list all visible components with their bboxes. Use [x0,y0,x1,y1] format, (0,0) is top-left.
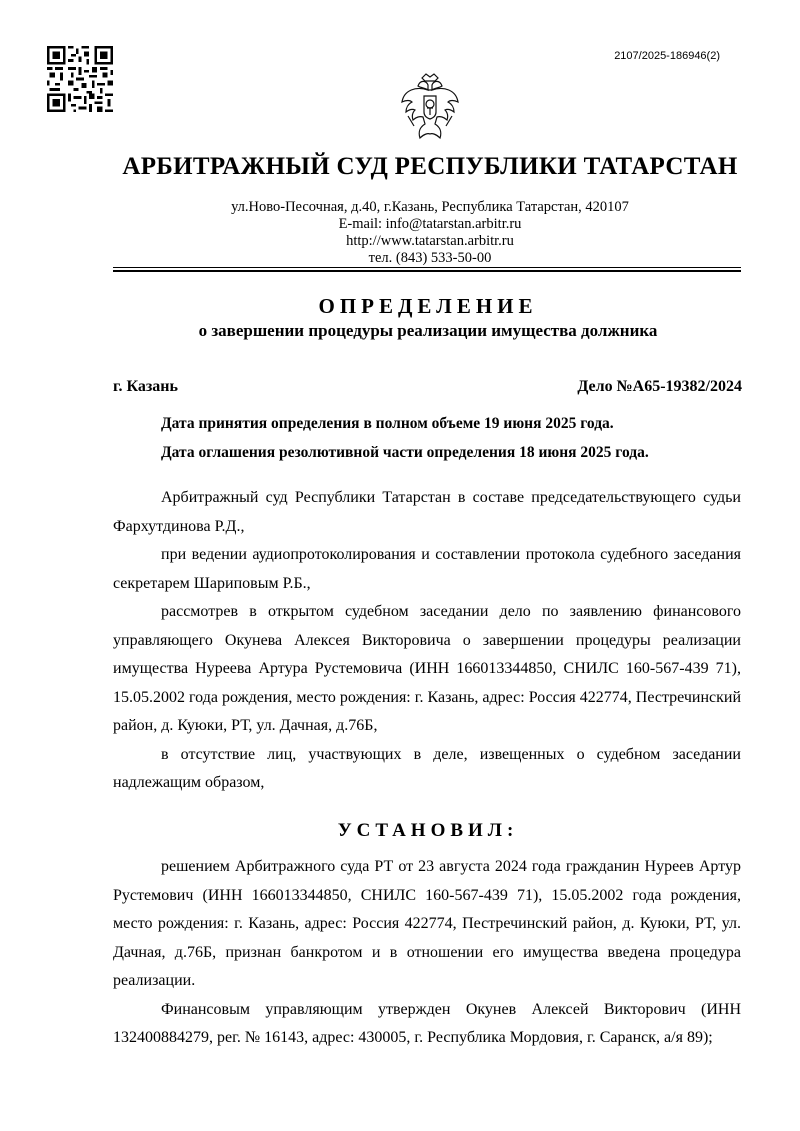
qr-code-icon [47,46,113,112]
document-id: 2107/2025-186946(2) [614,50,720,62]
paragraph-financial-manager: Финансовым управляющим утвержден Окунев Алексей Викторович (ИНН 132400884279, рег. № 16143, адрес: 430005, г. Республика Мордовия, г. Саранск, а/я 89); [113,1000,741,1046]
court-contacts [0,199,800,267]
document-city: г. Казань [113,378,178,395]
court-name: АРБИТРАЖНЫЙ СУД РЕСПУБЛИКИ ТАТАРСТАН [122,153,738,180]
court-phone: тел. (843) 533-50-00 [368,250,492,266]
paragraph-secretary: при ведении аудиопротоколирования и составлении протокола судебного заседания секретарем Шариповым Р.Б., [113,546,741,592]
date-operative-part: Дата оглашения резолютивной части определения 18 июня 2025 года. [161,444,649,461]
document-subtitle: о завершении процедуры реализации имущества должника [198,321,658,340]
court-email: E-mail: info@tatarstan.arbitr.ru [338,216,522,232]
paragraph-court-composition: Арбитражный суд Республики Татарстан в составе председательствующего судьи Фархутдинова Р.Д., [113,489,741,535]
paragraph-absence: в отсутствие лиц, участвующих в деле, извещенных о судебном заседании надлежащим образом, [113,745,741,791]
case-number: Дело №А65-19382/2024 [577,378,742,395]
body-text [113,484,741,798]
russian-coat-of-arms-icon [398,72,462,142]
court-address: ул.Ново-Песочная, д.40, г.Казань, Республика Татарстан, 420107 [231,199,629,215]
header-divider-thick [113,270,741,272]
header-divider-thin [113,267,741,268]
established-heading: УСТАНОВИЛ: [337,820,519,841]
court-website: http://www.tatarstan.arbitr.ru [346,233,514,249]
paragraph-case-subject: рассмотрев в открытом судебном заседании дело по заявлению финансового управляющего Окунева Алексея Викторовича о завершении процедуры реализации имущества Нуреева Артура Рустемовича (ИНН 166013344850, СНИЛС 160-567-439 71), 15.05.2002 года рождения, место рождения: г. Казань, адрес: Россия 422774, Пестречинский район, д. Куюки, РТ, ул. Дачная, д.76Б, [113,603,741,734]
paragraph-bankruptcy-decision: решением Арбитражного суда РТ от 23 августа 2024 года гражданин Нуреев Артур Рустемович (ИНН 166013344850, СНИЛС 160-567-439 71), 15.05.2002 года рождения, место рождения: г. Казань, адрес: Россия 422774, Пестречинский район, д. Куюки, РТ, ул. Дачная, д.76Б, признан банкротом и в отношении его имущества введена процедура реализации. [113,858,741,989]
document-title: ОПРЕДЕЛЕНИЕ [318,294,538,318]
established-text [113,853,741,1053]
date-full-decision: Дата принятия определения в полном объеме 19 июня 2025 года. [161,415,614,432]
